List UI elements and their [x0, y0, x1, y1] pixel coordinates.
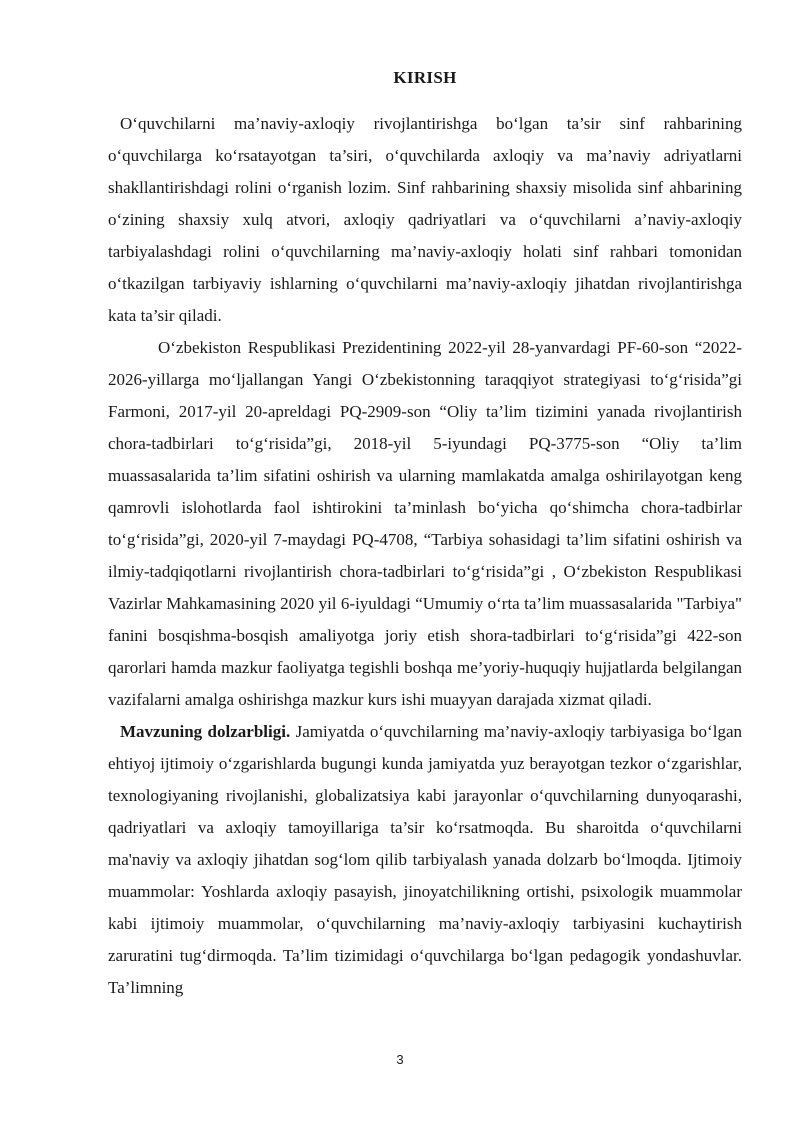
relevance-text: Jamiyatda o‘quvchilarning ma’naviy-axloqiy tarbiyasiga bo‘lgan ehtiyoj ijtimoiy o‘zgarishlarda bugungi kunda jamiyatda yuz berayotgan tezkor o‘zgarishlar, texnologiyaning rivojlanishi, globalizatsiya kabi jarayonlar o‘quvchilarning dunyoqarashi, qadriyatlari va axloqiy tamoyillariga ta’sir ko‘rsatmoqda. Bu sharoitda o‘quvchilarni ma'naviy va axloqiy jihatdan sog‘lom qilib tarbiyalash yanada dolzarb bo‘lmoqda. Ijtimoiy muammolar: Yoshlarda axloqiy pasayish, jinoyatchilikning ortishi, psixologik muammolar kabi ijtimoiy muammolar, o‘quvchilarning ma’naviy-axloqiy tarbiyasini kuchaytirish zaruratini tug‘dirmoqda. Ta’lim tizimidagi o‘quvchilarga bo‘lgan pedagogik yondashuvlar. Ta’limning [108, 722, 742, 997]
relevance-heading: Mavzuning dolzarbligi. [120, 722, 291, 741]
page-number: 3 [396, 1052, 404, 1067]
page-title: KIRISH [393, 68, 457, 87]
paragraph-intro: O‘quvchilarni ma’naviy-axloqiy rivojlantirishga bo‘lgan ta’sir sinf rahbarining o‘quvchilarga ko‘rsatayotgan ta’siri, o‘quvchilarda axloqiy va ma’naviy adriyatlarni shakllantirishdagi rolini o‘rganish lozim. Sinf rahbarining shaxsiy misolida sinf ahbarining o‘zining shaxsiy xulq atvori, axloqiy qadriyatlari va o‘quvchilarni a’naviy-axloqiy tarbiyalashdagi rolini o‘quvchilarning ma’naviy-axloqiy holati sinf rahbari tomonidan o‘tkazilgan tarbiyaviy ishlarning o‘quvchilarni ma’naviy-axloqiy jihatdan rivojlantirishga kata ta’sir qiladi. [108, 114, 742, 325]
paragraph-legal-basis: O‘zbekiston Respublikasi Prezidentining 2022-yil 28-yanvardagi PF-60-son “2022-2026-yillarga mo‘ljallangan Yangi O‘zbekistonning taraqqiyot strategiyasi to‘g‘risida”gi Farmoni, 2017-yil 20-apreldagi PQ-2909-son “Oliy ta’lim tizimini yanada rivojlantirish chora-tadbirlari to‘g‘risida”gi, 2018-yil 5-iyundagi PQ-3775-son “Oliy ta’lim muassasalarida ta’lim sifatini oshirish va ularning mamlakatda amalga oshirilayotgan keng qamrovli islohotlarda faol ishtirokini ta’minlash bo‘yicha qo‘shimcha chora-tadbirlar to‘g‘risida”gi, 2020-yil 7-maydagi PQ-4708, “Tarbiya sohasidagi ta’lim sifatini oshirish va ilmiy-tadqiqotlarni rivojlantirish chora-tadbirlari to‘g‘risida”gi , O‘zbekiston Respublikasi Vazirlar Mahkamasining 2020 yil 6-iyuldagi “Umumiy o‘rta ta’lim muassasalarida "Tarbiya" fanini bosqishma-bosqish amaliyotga joriy etish shora-tadbirlari to‘g‘risida”gi 422-son qarorlari hamda mazkur faoliyatga tegishli boshqa me’yoriy-huquqiy hujjatlarda belgilangan vazifalarni amalga oshirishga mazkur kurs ishi muayyan darajada xizmat qiladi. [108, 338, 742, 709]
paragraph-relevance [108, 716, 742, 1004]
document-page [108, 66, 742, 1004]
